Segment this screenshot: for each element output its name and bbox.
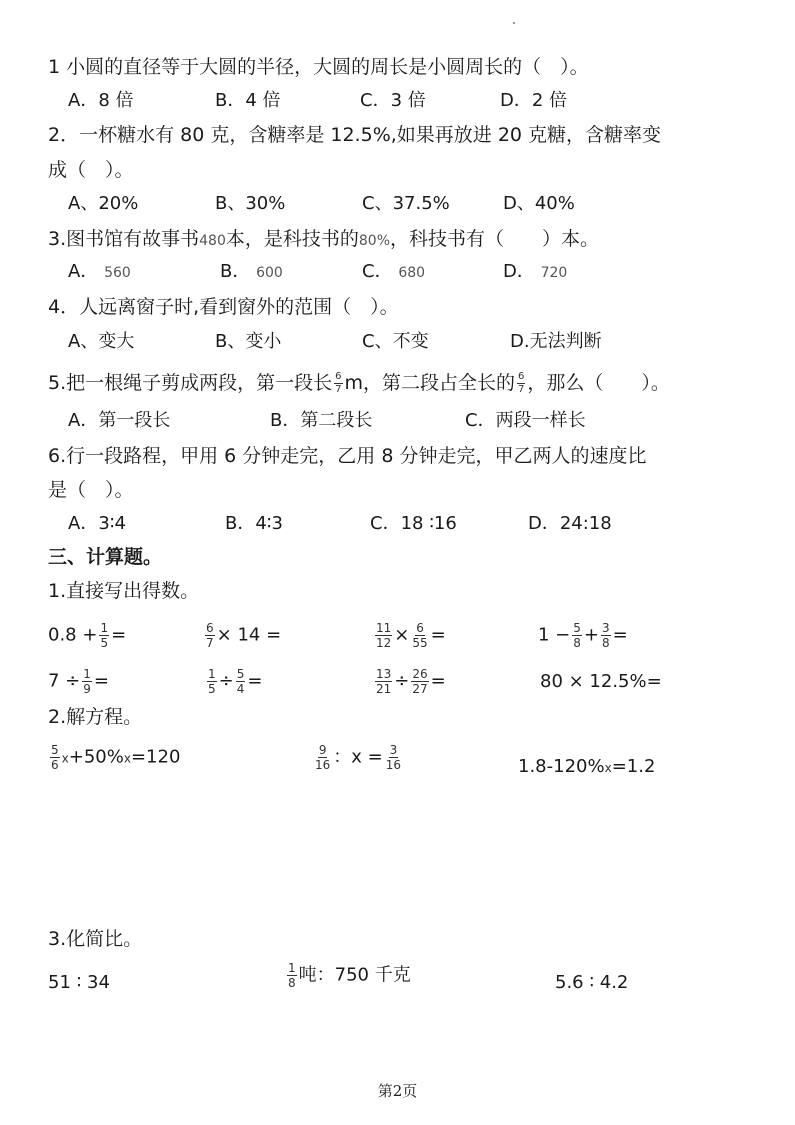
q2-option-a: A、20%	[68, 193, 139, 214]
q6-option-b: B．4∶3	[225, 513, 283, 534]
equation-1: $\frac{5}{6}$ x+50%x=120	[51, 743, 181, 772]
q1-stem: 1 小圆的直径等于大圆的半径，大圆的周长是小圆周长的（ ）。	[48, 56, 589, 78]
q3-stem	[48, 230, 599, 249]
q2-stem-line2: 成（ ）。	[48, 159, 134, 181]
equation-3: 1.8-120%x=1.2	[518, 756, 656, 777]
q5-option-b: B．第二段长	[270, 410, 373, 431]
q3-stem-post: ，科技书有（ ）本。	[390, 228, 600, 250]
ratio-3: 5.6 ∶ 4.2	[555, 972, 629, 993]
scan-dot	[513, 22, 515, 24]
ratio-2: $\frac{1}{8}$ 吨：750 千克	[288, 961, 411, 990]
q4-option-c: C、不变	[362, 331, 429, 352]
q6-option-d: D．24:18	[528, 513, 612, 534]
q3-number-480: 480	[199, 233, 226, 249]
q6-option-a: A．3∶4	[68, 513, 126, 534]
q2-option-b: B、30%	[215, 193, 286, 214]
q6-stem-line2: 是（ ）。	[48, 479, 134, 501]
calc-expr-1: 0.8 + $\frac{1}{5}$ =	[48, 621, 127, 650]
section-3-title: 三、计算题。	[48, 546, 163, 568]
ratio-1: 51 ∶ 34	[48, 972, 110, 993]
q5-option-c: C．两段一样长	[465, 410, 586, 431]
q5-option-a: A．第一段长	[68, 410, 171, 431]
q4-stem: 4．人远离窗子时,看到窗外的范围（ ）。	[48, 296, 399, 318]
q3-option-d: D． 720	[503, 261, 568, 282]
calc-expr-2: $\frac{6}{7}$ × 14 =	[206, 621, 282, 650]
ratio-title: 3.化简比。	[48, 928, 143, 950]
q3-stem-mid: 本，是科技书的	[225, 228, 359, 250]
q1-option-d: D．2 倍	[500, 90, 568, 111]
equations-title: 2.解方程。	[48, 706, 143, 728]
q5-fraction-length: $\frac{6}{7}$	[335, 371, 342, 395]
q5-fraction-share: $\frac{6}{7}$	[518, 371, 525, 395]
q3-option-b: B． 600	[220, 261, 283, 282]
q1-option-b: B．4 倍	[215, 90, 281, 111]
calc-expr-3: $\frac{11}{12}$ × $\frac{6}{55}$ =	[376, 621, 446, 650]
q4-option-d: D.无法判断	[510, 331, 602, 352]
q5-stem: 5.把一根绳子剪成两段，第一段长 $\frac{6}{7}$ m，第二段占全长的 $\frac{6}{7}$ ，那么（ ）。	[48, 371, 670, 395]
calc-expr-4: 1 − $\frac{5}{8}$ + $\frac{3}{8}$ =	[538, 621, 628, 650]
q4-option-a: A、变大	[68, 331, 135, 352]
q2-option-c: C、37.5%	[362, 193, 450, 214]
equation-2: $\frac{9}{16}$ ：x = $\frac{3}{16}$	[315, 743, 402, 772]
calc-expr-6: $\frac{1}{5}$ ÷ $\frac{5}{4}$ =	[208, 667, 263, 696]
q4-option-b: B、变小	[215, 331, 282, 352]
q1-option-c: C．3 倍	[360, 90, 426, 111]
page-number: 第2页	[377, 1082, 418, 1100]
q6-option-c: C．18 ∶16	[370, 513, 457, 534]
q3-number-80pct: 80%	[358, 233, 391, 249]
q2-option-d: D、40%	[503, 193, 575, 214]
calc-expr-5: 7 ÷ $\frac{1}{9}$ =	[48, 667, 109, 696]
calc-expr-7: $\frac{13}{21}$ ÷ $\frac{26}{27}$ =	[376, 667, 446, 696]
calc-title: 1.直接写出得数。	[48, 580, 200, 602]
calc-expr-8: 80 × 12.5%=	[540, 671, 662, 692]
q1-option-a: A．8 倍	[68, 90, 134, 111]
q3-option-a: A． 560	[68, 261, 131, 282]
q3-option-c: C． 680	[362, 261, 426, 282]
q6-stem-line1: 6.行一段路程，甲用 6 分钟走完，乙用 8 分钟走完，甲乙两人的速度比	[48, 445, 647, 467]
q3-stem-pre: 3.图书馆有故事书	[48, 228, 200, 250]
q2-stem-line1: 2．一杯糖水有 80 克，含糖率是 12.5%,如果再放进 20 克糖，含糖率变	[48, 124, 662, 146]
